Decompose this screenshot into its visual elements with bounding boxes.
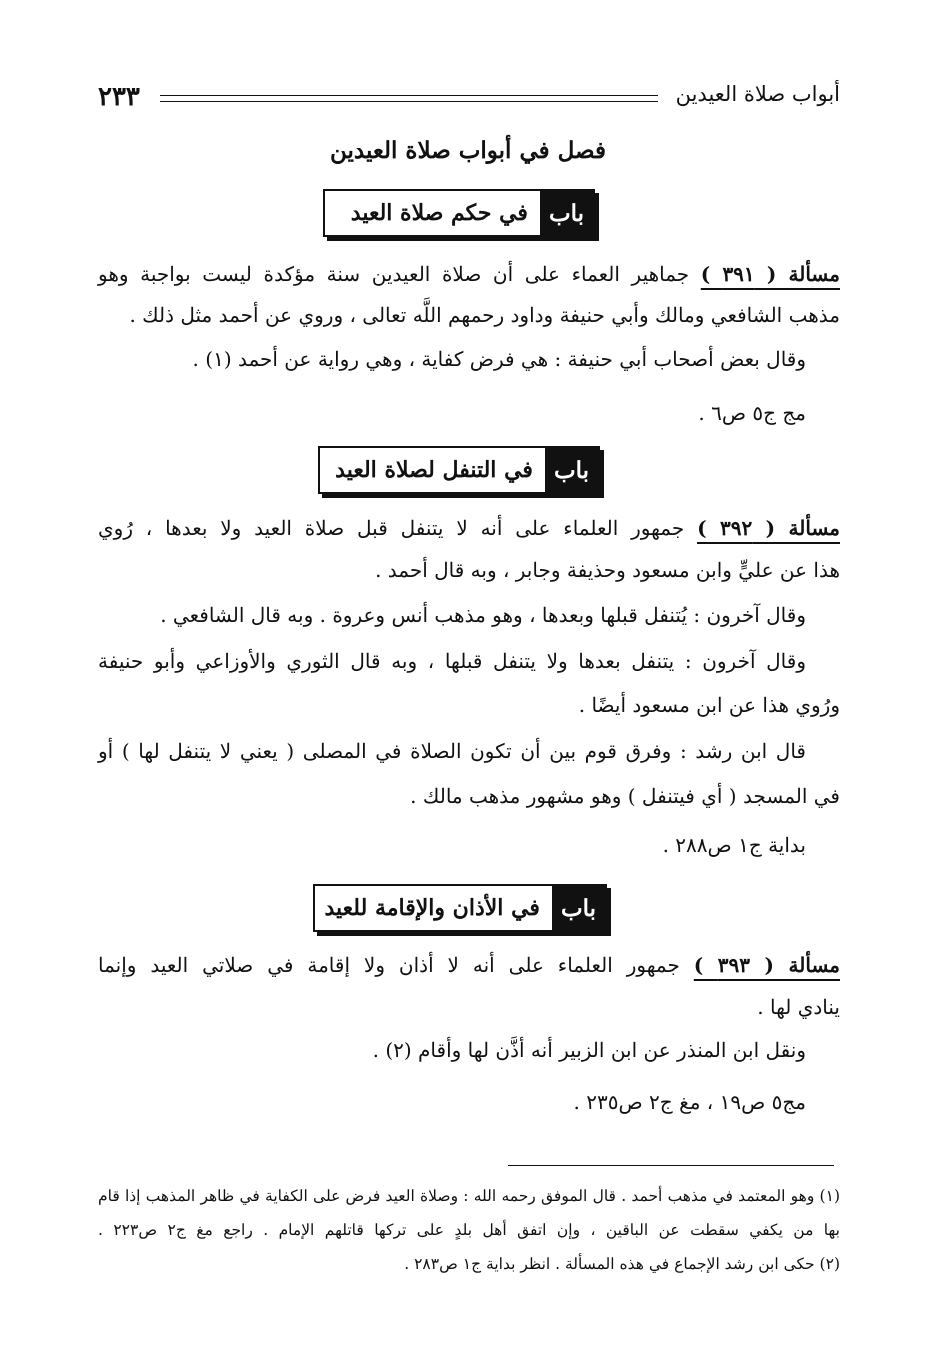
masala-392-line-1	[98, 516, 840, 540]
masala-393-line-1	[98, 953, 840, 977]
footnote-2: (٢) حكى ابن رشد الإجماع في هذه المسألة . انظر بداية ج١ ص٢٨٣ .	[404, 1255, 840, 1273]
text-line: جماهير العماء على أن صلاة العيدين سنة مؤكدة ليست بواجبة وهو	[98, 262, 690, 286]
masala-392-reference: بداية ج١ ص٢٨٨ .	[662, 833, 806, 857]
chapter-title: في حكم صلاة العيد	[350, 200, 528, 226]
masala-391-reference: مج ج٥ ص٦ .	[698, 401, 806, 425]
bab-label: باب	[552, 886, 605, 930]
masala-number: مسألة ( ٣٩٣ )	[693, 953, 841, 977]
masala-391-line-2: مذهب الشافعي ومالك وأبي حنيفة وداود رحمهم اللَّه تعالى ، وروي عن أحمد مثل ذلك .	[129, 303, 840, 327]
masala-393-reference: مج٥ ص١٩ ، مغ ج٢ ص٢٣٥ .	[573, 1090, 806, 1114]
chapter-heading-2	[318, 446, 600, 494]
section-title: فصل في أبواب صلاة العيدين	[330, 137, 606, 164]
bab-label: باب	[545, 448, 598, 492]
chapter-heading-1	[323, 189, 595, 237]
running-title: أبواب صلاة العيدين	[675, 82, 840, 106]
masala-392-line-3: وقال آخرون : يُتنفل قبلها وبعدها ، وهو مذهب أنس وعروة . وبه قال الشافعي .	[160, 603, 806, 627]
text-line: جمهور العلماء على أنه لا أذان ولا إقامة في صلاتي العيد وإنما	[98, 953, 680, 977]
chapter-title: في التنفل لصلاة العيد	[335, 457, 533, 483]
masala-392-line-5: ورُوي هذا عن ابن مسعود أيضًا .	[578, 693, 840, 717]
masala-number: مسألة ( ٣٩١ )	[700, 262, 840, 286]
footnote-1-line-2: بها من يكفي سقطت عن الباقين ، وإن اتفق أهل بلدٍ على تركها قاتلهم الإمام . راجع مغ ج٢ ص٢٢٣ .	[98, 1221, 840, 1239]
masala-392-line-4: وقال آخرون : يتنفل بعدها ولا يتنفل قبلها ، وبه قال الثوري والأوزاعي وأبو حنيفة	[98, 649, 806, 673]
masala-391-line-3: وقال بعض أصحاب أبي حنيفة : هي فرض كفاية ، وهي رواية عن أحمد (١) .	[192, 347, 806, 371]
masala-393-line-3: ونقل ابن المنذر عن ابن الزبير أنه أذَّن لها وأقام (٢) .	[372, 1038, 806, 1062]
masala-392-line-2: هذا عن عليٍّ وابن مسعود وحذيفة وجابر ، وبه قال أحمد .	[375, 558, 840, 582]
footnote-separator	[508, 1165, 834, 1166]
running-header	[98, 76, 840, 116]
masala-391-line-1	[98, 262, 840, 286]
footnote-1-line-1: (١) وهو المعتمد في مذهب أحمد . قال الموفق رحمه الله : وصلاة العيد فرض على الكفاية في ظاهر المذهب إذا قام	[98, 1187, 840, 1205]
header-rule	[160, 95, 658, 102]
masala-number: مسألة ( ٣٩٢ )	[697, 516, 840, 540]
masala-392-line-6: قال ابن رشد : وفرق قوم بين أن تكون الصلاة في المصلى ( يعني لا يتنفل لها ) أو	[98, 739, 806, 763]
chapter-title: في الأذان والإقامة للعيد	[324, 895, 540, 921]
masala-392-line-7: في المسجد ( أي فيتنفل ) وهو مشهور مذهب مالك .	[410, 784, 840, 808]
page-number: ٢٣٣	[98, 82, 140, 112]
chapter-heading-3	[313, 884, 607, 932]
text-line: جمهور العلماء على أنه لا يتنفل قبل صلاة العيد ولا بعدها ، رُوي	[98, 516, 685, 540]
masala-393-line-2: ينادي لها .	[757, 995, 840, 1019]
bab-label: باب	[540, 191, 593, 235]
